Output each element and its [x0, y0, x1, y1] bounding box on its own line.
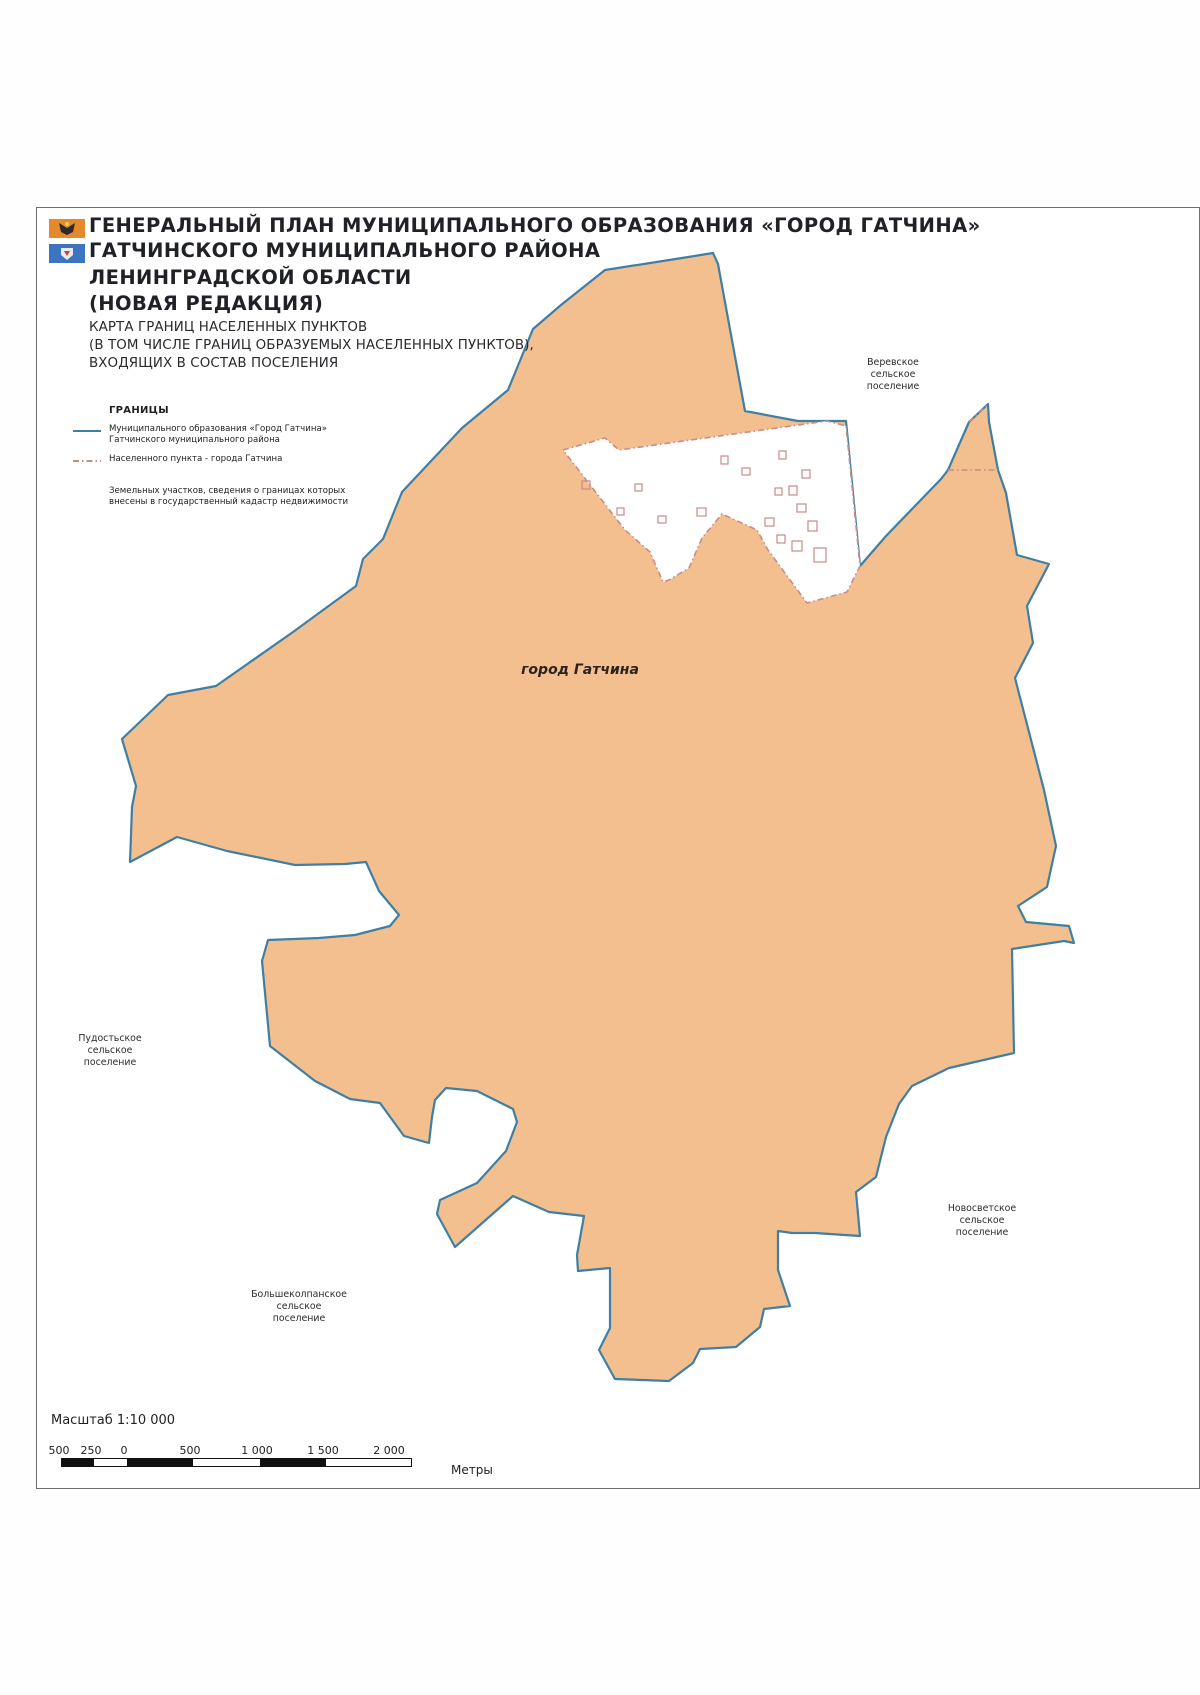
map-sheet: [36, 207, 1200, 1489]
neighbor-label-novosvetskoe: Новосветское сельское поселение: [947, 1203, 1017, 1238]
title-line-3: ЛЕНИНГРАДСКОЙ ОБЛАСТИ: [89, 266, 412, 289]
legend-text: Земельных участков, сведения о границах которых внесены в государственный кадастр недвижимости: [109, 486, 349, 507]
city-label: город Гатчина: [521, 662, 639, 678]
neighbor-label-verevskoe: Веревское сельское поселение: [866, 357, 920, 392]
subtitle-line-3: ВХОДЯЩИХ В СОСТАВ ПОСЕЛЕНИЯ: [89, 356, 339, 371]
legend-item-cadastral-parcels: [73, 486, 433, 510]
legend-text: Муниципального образования «Город Гатчина» Гатчинского муниципального района: [109, 424, 327, 445]
scale-tick: 500: [179, 1444, 201, 1457]
scale-label: Масштаб 1:10 000: [51, 1413, 176, 1428]
title-line-4: (НОВАЯ РЕДАКЦИЯ): [89, 292, 324, 315]
title-line-2: ГАТЧИНСКОГО МУНИЦИПАЛЬНОГО РАЙОНА: [89, 239, 601, 262]
scale-tick: 250: [80, 1444, 102, 1457]
dash-dot-line-swatch: [73, 460, 101, 462]
scale-unit: Метры: [451, 1463, 493, 1477]
scale-tick: 0: [120, 1444, 128, 1457]
legend-item-municipal-boundary: [73, 424, 433, 448]
subtitle-line-2: (В ТОМ ЧИСЛЕ ГРАНИЦ ОБРАЗУЕМЫХ НАСЕЛЕННЫХ ПУНКТОВ),: [89, 338, 534, 353]
neighbor-label-pudostskoe: Пудостьское сельское поселение: [78, 1033, 142, 1068]
title-line-1: ГЕНЕРАЛЬНЫЙ ПЛАН МУНИЦИПАЛЬНОГО ОБРАЗОВАНИЯ «ГОРОД ГАТЧИНА»: [89, 214, 981, 237]
legend-text: Населенного пункта - города Гатчина: [109, 454, 283, 464]
scale-tick: 2 000: [373, 1444, 405, 1457]
legend-heading: ГРАНИЦЫ: [109, 405, 169, 416]
scale-tick: 1 500: [307, 1444, 339, 1457]
neighbor-label-bolshekolpanskoe: Большеколпанское сельское поселение: [251, 1289, 347, 1324]
legend-item-settlement-boundary: [73, 454, 433, 478]
scale-tick: 500: [48, 1444, 70, 1457]
scale-bar: [61, 1458, 412, 1467]
scale-tick: 1 000: [241, 1444, 273, 1457]
map-canvas: [37, 208, 1200, 1489]
district-coat-of-arms-icon: [49, 244, 85, 263]
municipality-area: [122, 253, 1074, 1381]
subtitle-line-1: КАРТА ГРАНИЦ НАСЕЛЕННЫХ ПУНКТОВ: [89, 320, 368, 335]
city-coat-of-arms-icon: [49, 219, 85, 238]
solid-line-swatch: [73, 430, 101, 432]
